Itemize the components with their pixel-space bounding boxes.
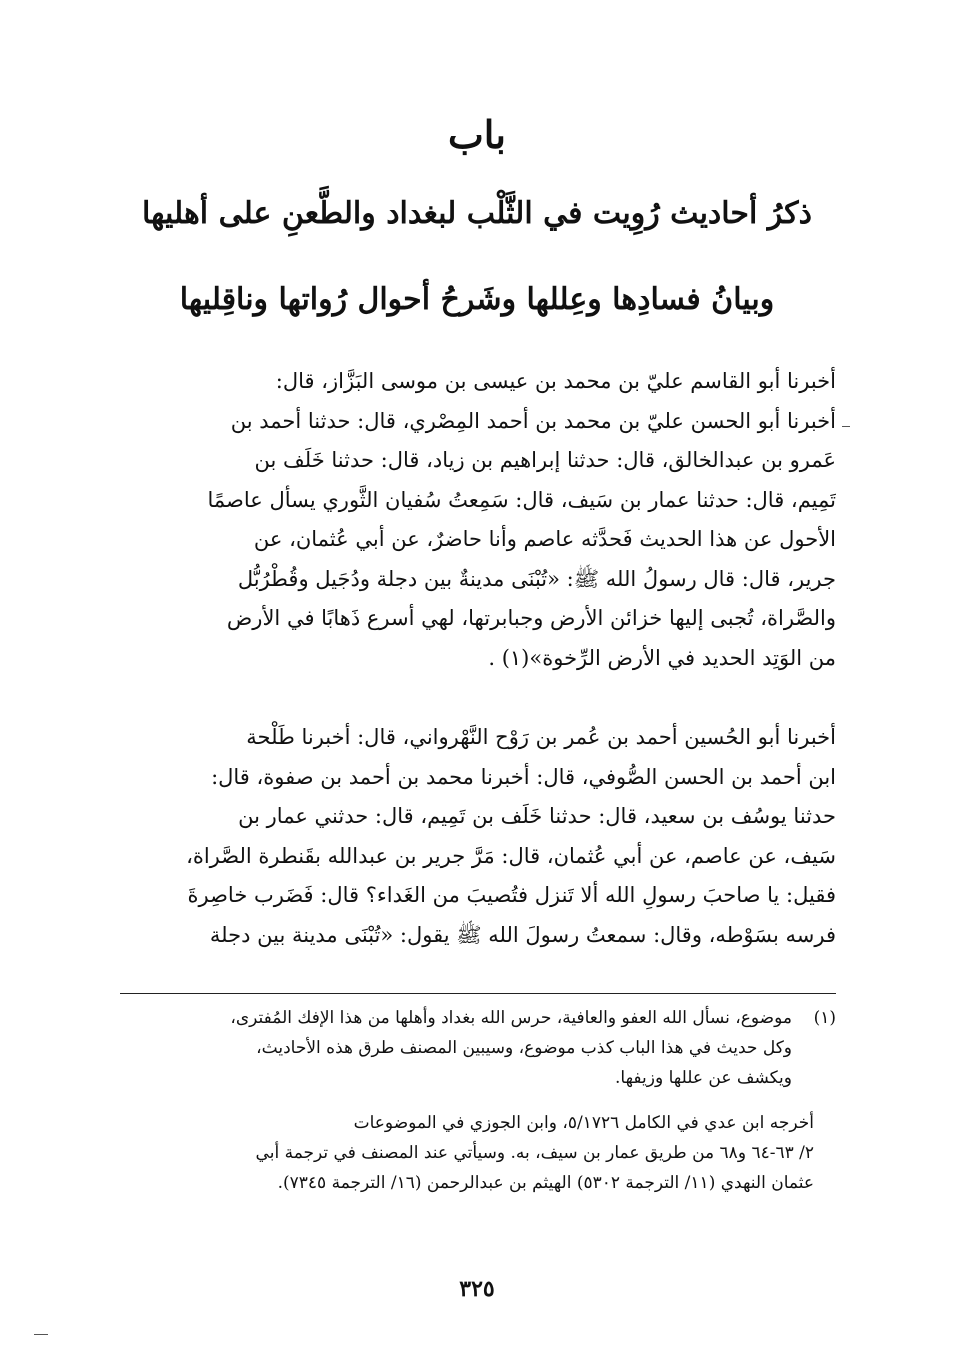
paragraph-1 bbox=[120, 362, 836, 678]
text-line: أخبرنا أبو القاسم عليّ بن محمد بن عيسى بن موسى البَزَّاز، قال: bbox=[275, 369, 836, 393]
text-line: تَمِيم، قال: حدثنا عمار بن سَيف، قال: سَمِعتُ سُفيان الثَّوري يسأل عاصمًا bbox=[207, 487, 836, 512]
text-line: سَيف، عن عاصم، عن أبي عُثمان، قال: مَرَّ جرير بن عبدالله بقَنطرة الصَّراة، bbox=[186, 843, 836, 868]
text-line: من الوَتِد الحديد في الأرض الرِّخوة»(١) . bbox=[488, 645, 836, 670]
text-line: عَمرو بن عبدالخالق، قال: حدثنا إبراهيم بن زياد، قال: حدثنا خَلَف بن bbox=[254, 448, 836, 472]
chapter-heading: باب bbox=[448, 112, 506, 157]
text-line: فقيل: يا صاحبَ رسولِ الله ألا تَنزل فتُصيبَ من الغَداء؟ قال: فَضَرب خاصِرةَ bbox=[187, 883, 836, 907]
text-line: جرير، قال: قال رسولُ الله ﷺ: «تُبْنَى مدينةٌ بين دجلة ودُجَيل وقُطْرُبُّل bbox=[237, 566, 836, 591]
text-line: حدثنا يوسُف بن سعيد، قال: حدثنا خَلَف بن تَمِيم، قال: حدثني عمار بن bbox=[238, 804, 836, 828]
scan-mark bbox=[34, 1334, 48, 1335]
text-line: ابن أحمد بن الحسن الصُّوفي، قال: أخبرنا محمد بن أحمد بن صفوة، قال: bbox=[211, 764, 836, 789]
text-line: الأحول عن هذا الحديث فَحدَّثه عاصم وأنا حاضرٌ، عن أبي عُثمان، عن bbox=[253, 527, 836, 551]
footnote-1 bbox=[120, 1003, 836, 1093]
footnote-separator bbox=[120, 993, 836, 994]
chapter-title-line-1: ذكرُ أحاديث رُوِيت في الثَّلْب لبغداد والطَّعنِ على أهليها bbox=[142, 196, 812, 231]
footnote-line: ٢/ ٦٣-٦٤ و٦٨ من طريق عمار بن سيف، به. وسيأتي عند المصنف في ترجمة أبي bbox=[255, 1143, 814, 1163]
footnote-line: وكل حديث في هذا الباب كذب موضوع، وسيبين المصنف طرق هذه الأحاديث، bbox=[256, 1038, 792, 1058]
footnote-line: موضوع، نسأل الله العفو والعافية، حرس الله بغداد وأهلها من هذا الإفك المُفترى، bbox=[230, 1008, 792, 1028]
footnote-number: (١) bbox=[813, 1008, 836, 1028]
footnote-line: ويكشف عن عللها وزيفها. bbox=[615, 1068, 792, 1088]
scan-mark bbox=[842, 426, 850, 427]
chapter-title-line-2: وبيانُ فسادِها وعِللها وشَرحُ أحوال رُواتها وناقِليها bbox=[179, 282, 775, 317]
footnote-line: عثمان النهدي (١١/ الترجمة ٥٣٠٢) الهيثم بن عبدالرحمن (١٦/ الترجمة ٧٣٤٥). bbox=[277, 1173, 814, 1193]
page-number: ٣٢٥ bbox=[459, 1276, 495, 1302]
text-line: فرسه بسَوْطه، وقال: سمعتُ رسولَ الله ﷺ يقول: «تُبْنَى مدينة بين دجلة bbox=[209, 922, 836, 947]
text-line: أخبرنا أبو الحسن عليّ بن محمد بن أحمد المِصْري، قال: حدثنا أحمد بن bbox=[230, 408, 836, 433]
footnote-1-references bbox=[120, 1108, 836, 1198]
paragraph-2 bbox=[120, 718, 836, 955]
text-line: والصَّراة، تُجبى إليها خزائن الأرض وجبابرتها، لهي أسرع ذَهابًا في الأرض bbox=[226, 606, 836, 630]
footnote-line: أخرجه ابن عدي في الكامل ٥/١٧٢٦، وابن الجوزي في الموضوعات bbox=[353, 1113, 814, 1133]
text-line: أخبرنا أبو الحُسين أحمد بن عُمر بن رَوْح النَّهْرواني، قال: أخبرنا طَلْحة bbox=[246, 725, 836, 749]
